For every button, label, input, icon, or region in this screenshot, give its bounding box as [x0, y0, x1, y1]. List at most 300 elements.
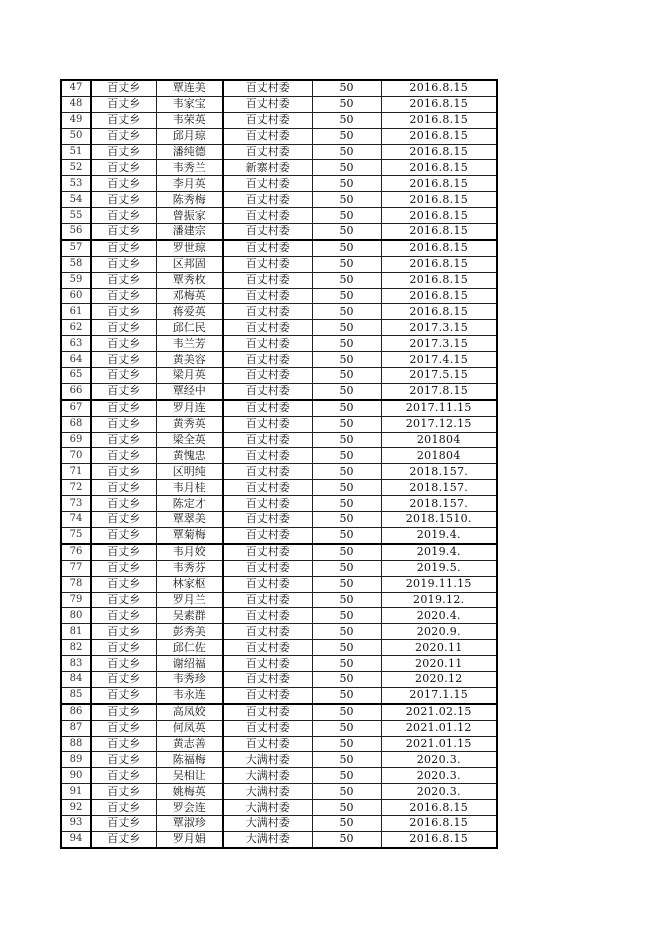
- cell-row-number: 77: [61, 560, 91, 576]
- cell-village-committee: 百丈村委: [223, 176, 312, 192]
- cell-person-name: 邱仁佐: [156, 640, 223, 656]
- cell-row-number: 82: [61, 640, 91, 656]
- table-row: [61, 768, 497, 784]
- cell-amount: 50: [312, 831, 381, 847]
- table-row: [61, 527, 497, 543]
- cell-date: 2017.1.15: [381, 687, 497, 703]
- cell-person-name: 区明纯: [156, 464, 223, 480]
- table-row: [61, 160, 497, 176]
- cell-amount: 50: [312, 320, 381, 336]
- cell-village-committee: 百丈村委: [223, 128, 312, 144]
- cell-township: 百丈乡: [91, 608, 156, 624]
- cell-row-number: 68: [61, 416, 91, 432]
- cell-amount: 50: [312, 752, 381, 768]
- cell-village-committee: 百丈村委: [223, 480, 312, 496]
- cell-township: 百丈乡: [91, 304, 156, 320]
- cell-person-name: 陈福梅: [156, 752, 223, 768]
- cell-date: 2016.8.15: [381, 160, 497, 176]
- cell-date: 2016.8.15: [381, 256, 497, 272]
- table-body: [61, 80, 497, 848]
- table-row: [61, 272, 497, 288]
- cell-township: 百丈乡: [91, 800, 156, 816]
- cell-row-number: 53: [61, 176, 91, 192]
- table-row: [61, 368, 497, 384]
- table-row: [61, 383, 497, 399]
- cell-village-committee: 百丈村委: [223, 240, 312, 256]
- cell-person-name: 韦秀兰: [156, 160, 223, 176]
- cell-township: 百丈乡: [91, 192, 156, 208]
- cell-township: 百丈乡: [91, 704, 156, 720]
- cell-village-committee: 百丈村委: [223, 192, 312, 208]
- cell-person-name: 覃经中: [156, 383, 223, 399]
- cell-amount: 50: [312, 208, 381, 224]
- cell-township: 百丈乡: [91, 352, 156, 368]
- cell-date: 2016.8.15: [381, 144, 497, 160]
- cell-township: 百丈乡: [91, 815, 156, 831]
- cell-row-number: 55: [61, 208, 91, 224]
- cell-village-committee: 百丈村委: [223, 464, 312, 480]
- cell-amount: 50: [312, 560, 381, 576]
- cell-date: 2016.8.15: [381, 80, 497, 96]
- table-row: [61, 336, 497, 352]
- table-row: [61, 608, 497, 624]
- cell-amount: 50: [312, 383, 381, 399]
- table-row: [61, 352, 497, 368]
- table-row: [61, 208, 497, 224]
- cell-amount: 50: [312, 624, 381, 640]
- table-row: [61, 192, 497, 208]
- cell-township: 百丈乡: [91, 144, 156, 160]
- cell-row-number: 84: [61, 671, 91, 687]
- table-row: [61, 512, 497, 528]
- cell-village-committee: 百丈村委: [223, 576, 312, 592]
- cell-person-name: 韦荣英: [156, 112, 223, 128]
- cell-amount: 50: [312, 160, 381, 176]
- cell-date: 2017.5.15: [381, 368, 497, 384]
- cell-village-committee: 百丈村委: [223, 336, 312, 352]
- cell-row-number: 51: [61, 144, 91, 160]
- cell-row-number: 60: [61, 288, 91, 304]
- cell-amount: 50: [312, 288, 381, 304]
- cell-amount: 50: [312, 464, 381, 480]
- cell-person-name: 曾振家: [156, 208, 223, 224]
- cell-township: 百丈乡: [91, 320, 156, 336]
- cell-person-name: 韦秀珍: [156, 671, 223, 687]
- cell-amount: 50: [312, 512, 381, 528]
- cell-person-name: 吴素群: [156, 608, 223, 624]
- cell-date: 2016.8.15: [381, 288, 497, 304]
- cell-date: 2019.12.: [381, 592, 497, 608]
- table-row: [61, 496, 497, 512]
- cell-person-name: 覃翠美: [156, 512, 223, 528]
- cell-date: 2016.8.15: [381, 176, 497, 192]
- cell-amount: 50: [312, 400, 381, 416]
- cell-village-committee: 百丈村委: [223, 112, 312, 128]
- cell-amount: 50: [312, 176, 381, 192]
- cell-village-committee: 百丈村委: [223, 448, 312, 464]
- cell-person-name: 覃连美: [156, 80, 223, 96]
- cell-amount: 50: [312, 448, 381, 464]
- cell-village-committee: 大满村委: [223, 752, 312, 768]
- cell-person-name: 谢绍福: [156, 656, 223, 672]
- table-row: [61, 592, 497, 608]
- cell-person-name: 彭秀美: [156, 624, 223, 640]
- cell-township: 百丈乡: [91, 544, 156, 560]
- cell-village-committee: 百丈村委: [223, 224, 312, 240]
- cell-row-number: 91: [61, 784, 91, 800]
- cell-village-committee: 大满村委: [223, 831, 312, 847]
- cell-village-committee: 百丈村委: [223, 640, 312, 656]
- cell-township: 百丈乡: [91, 527, 156, 543]
- cell-row-number: 65: [61, 368, 91, 384]
- cell-village-committee: 百丈村委: [223, 352, 312, 368]
- cell-row-number: 70: [61, 448, 91, 464]
- cell-date: 2020.3.: [381, 768, 497, 784]
- table-row: [61, 560, 497, 576]
- cell-township: 百丈乡: [91, 160, 156, 176]
- cell-row-number: 61: [61, 304, 91, 320]
- cell-township: 百丈乡: [91, 416, 156, 432]
- cell-township: 百丈乡: [91, 736, 156, 752]
- cell-village-committee: 百丈村委: [223, 256, 312, 272]
- cell-township: 百丈乡: [91, 592, 156, 608]
- cell-village-committee: 百丈村委: [223, 671, 312, 687]
- cell-amount: 50: [312, 144, 381, 160]
- cell-row-number: 88: [61, 736, 91, 752]
- cell-row-number: 86: [61, 704, 91, 720]
- cell-person-name: 韦秀芬: [156, 560, 223, 576]
- cell-amount: 50: [312, 720, 381, 736]
- cell-row-number: 85: [61, 687, 91, 703]
- cell-row-number: 48: [61, 96, 91, 112]
- cell-village-committee: 百丈村委: [223, 288, 312, 304]
- cell-date: 2017.3.15: [381, 320, 497, 336]
- cell-township: 百丈乡: [91, 272, 156, 288]
- cell-row-number: 73: [61, 496, 91, 512]
- cell-person-name: 韦家宝: [156, 96, 223, 112]
- cell-row-number: 74: [61, 512, 91, 528]
- cell-date: 2019.4.: [381, 544, 497, 560]
- cell-village-committee: 百丈村委: [223, 304, 312, 320]
- cell-township: 百丈乡: [91, 256, 156, 272]
- subsidy-roster-table: [60, 79, 498, 849]
- cell-row-number: 78: [61, 576, 91, 592]
- cell-township: 百丈乡: [91, 496, 156, 512]
- cell-amount: 50: [312, 368, 381, 384]
- cell-row-number: 66: [61, 383, 91, 399]
- table-row: [61, 464, 497, 480]
- cell-date: 2016.8.15: [381, 304, 497, 320]
- cell-township: 百丈乡: [91, 224, 156, 240]
- table-row: [61, 400, 497, 416]
- cell-date: 2016.8.15: [381, 112, 497, 128]
- cell-date: 2016.8.15: [381, 831, 497, 847]
- cell-amount: 50: [312, 527, 381, 543]
- cell-date: 2016.8.15: [381, 800, 497, 816]
- cell-amount: 50: [312, 224, 381, 240]
- cell-township: 百丈乡: [91, 831, 156, 847]
- cell-amount: 50: [312, 240, 381, 256]
- cell-person-name: 韦月桂: [156, 480, 223, 496]
- cell-village-committee: 大满村委: [223, 768, 312, 784]
- cell-village-committee: 百丈村委: [223, 368, 312, 384]
- table-row: [61, 704, 497, 720]
- cell-person-name: 罗月娟: [156, 831, 223, 847]
- cell-village-committee: 大满村委: [223, 815, 312, 831]
- table-row: [61, 240, 497, 256]
- table-row: [61, 224, 497, 240]
- cell-date: 2020.11: [381, 640, 497, 656]
- cell-person-name: 罗月兰: [156, 592, 223, 608]
- cell-row-number: 52: [61, 160, 91, 176]
- cell-village-committee: 百丈村委: [223, 560, 312, 576]
- cell-date: 201804: [381, 432, 497, 448]
- cell-village-committee: 大满村委: [223, 784, 312, 800]
- cell-village-committee: 百丈村委: [223, 608, 312, 624]
- cell-township: 百丈乡: [91, 656, 156, 672]
- cell-village-committee: 百丈村委: [223, 544, 312, 560]
- cell-row-number: 47: [61, 80, 91, 96]
- cell-amount: 50: [312, 304, 381, 320]
- cell-person-name: 蒋爱英: [156, 304, 223, 320]
- cell-date: 2016.8.15: [381, 224, 497, 240]
- cell-township: 百丈乡: [91, 432, 156, 448]
- cell-township: 百丈乡: [91, 624, 156, 640]
- cell-row-number: 89: [61, 752, 91, 768]
- cell-township: 百丈乡: [91, 768, 156, 784]
- cell-person-name: 区邦固: [156, 256, 223, 272]
- cell-township: 百丈乡: [91, 383, 156, 399]
- table-row: [61, 784, 497, 800]
- cell-amount: 50: [312, 416, 381, 432]
- cell-date: 2017.4.15: [381, 352, 497, 368]
- table-row: [61, 752, 497, 768]
- cell-amount: 50: [312, 192, 381, 208]
- table-row: [61, 671, 497, 687]
- cell-date: 2019.5.: [381, 560, 497, 576]
- cell-person-name: 陈秀梅: [156, 192, 223, 208]
- cell-person-name: 黄志善: [156, 736, 223, 752]
- cell-date: 2016.8.15: [381, 272, 497, 288]
- cell-village-committee: 百丈村委: [223, 624, 312, 640]
- table-row: [61, 320, 497, 336]
- cell-person-name: 韦永连: [156, 687, 223, 703]
- cell-village-committee: 百丈村委: [223, 400, 312, 416]
- table-row: [61, 304, 497, 320]
- cell-date: 2021.01.12: [381, 720, 497, 736]
- cell-person-name: 林家枢: [156, 576, 223, 592]
- cell-amount: 50: [312, 272, 381, 288]
- cell-person-name: 潘纯德: [156, 144, 223, 160]
- cell-township: 百丈乡: [91, 512, 156, 528]
- cell-row-number: 69: [61, 432, 91, 448]
- cell-person-name: 吴相让: [156, 768, 223, 784]
- cell-village-committee: 百丈村委: [223, 416, 312, 432]
- cell-row-number: 87: [61, 720, 91, 736]
- cell-date: 2016.8.15: [381, 192, 497, 208]
- cell-township: 百丈乡: [91, 640, 156, 656]
- cell-row-number: 59: [61, 272, 91, 288]
- cell-date: 2016.8.15: [381, 96, 497, 112]
- table-row: [61, 640, 497, 656]
- cell-person-name: 陈定才: [156, 496, 223, 512]
- cell-date: 2017.12.15: [381, 416, 497, 432]
- cell-amount: 50: [312, 352, 381, 368]
- cell-row-number: 56: [61, 224, 91, 240]
- cell-row-number: 67: [61, 400, 91, 416]
- cell-date: 2020.3.: [381, 784, 497, 800]
- cell-village-committee: 百丈村委: [223, 656, 312, 672]
- cell-row-number: 64: [61, 352, 91, 368]
- cell-village-committee: 百丈村委: [223, 96, 312, 112]
- cell-township: 百丈乡: [91, 400, 156, 416]
- cell-township: 百丈乡: [91, 448, 156, 464]
- cell-amount: 50: [312, 96, 381, 112]
- table-row: [61, 656, 497, 672]
- cell-row-number: 72: [61, 480, 91, 496]
- cell-row-number: 50: [61, 128, 91, 144]
- cell-person-name: 黄愧忠: [156, 448, 223, 464]
- cell-village-committee: 百丈村委: [223, 144, 312, 160]
- cell-amount: 50: [312, 432, 381, 448]
- cell-person-name: 罗世琼: [156, 240, 223, 256]
- cell-township: 百丈乡: [91, 288, 156, 304]
- cell-amount: 50: [312, 496, 381, 512]
- table-row: [61, 128, 497, 144]
- cell-village-committee: 百丈村委: [223, 512, 312, 528]
- table-row: [61, 112, 497, 128]
- cell-township: 百丈乡: [91, 128, 156, 144]
- cell-village-committee: 百丈村委: [223, 208, 312, 224]
- cell-date: 2021.01.15: [381, 736, 497, 752]
- cell-person-name: 黄美容: [156, 352, 223, 368]
- cell-village-committee: 百丈村委: [223, 736, 312, 752]
- table-row: [61, 800, 497, 816]
- cell-amount: 50: [312, 544, 381, 560]
- cell-person-name: 黄秀英: [156, 416, 223, 432]
- cell-village-committee: 大满村委: [223, 800, 312, 816]
- cell-row-number: 90: [61, 768, 91, 784]
- table-row: [61, 256, 497, 272]
- cell-date: 2020.9.: [381, 624, 497, 640]
- cell-township: 百丈乡: [91, 80, 156, 96]
- cell-village-committee: 百丈村委: [223, 320, 312, 336]
- table-row: [61, 576, 497, 592]
- cell-township: 百丈乡: [91, 784, 156, 800]
- cell-township: 百丈乡: [91, 112, 156, 128]
- cell-date: 2018.157.: [381, 464, 497, 480]
- cell-row-number: 92: [61, 800, 91, 816]
- cell-township: 百丈乡: [91, 240, 156, 256]
- cell-village-committee: 百丈村委: [223, 80, 312, 96]
- cell-row-number: 81: [61, 624, 91, 640]
- cell-person-name: 姚梅英: [156, 784, 223, 800]
- cell-row-number: 83: [61, 656, 91, 672]
- cell-amount: 50: [312, 656, 381, 672]
- cell-date: 2020.11: [381, 656, 497, 672]
- cell-person-name: 韦月姣: [156, 544, 223, 560]
- table-row: [61, 815, 497, 831]
- cell-date: 2018.157.: [381, 496, 497, 512]
- cell-date: 2019.11.15: [381, 576, 497, 592]
- table-row: [61, 432, 497, 448]
- cell-village-committee: 百丈村委: [223, 496, 312, 512]
- cell-person-name: 梁全英: [156, 432, 223, 448]
- cell-person-name: 何凤英: [156, 720, 223, 736]
- cell-person-name: 罗会连: [156, 800, 223, 816]
- cell-village-committee: 百丈村委: [223, 527, 312, 543]
- cell-township: 百丈乡: [91, 560, 156, 576]
- cell-row-number: 79: [61, 592, 91, 608]
- cell-amount: 50: [312, 640, 381, 656]
- cell-amount: 50: [312, 480, 381, 496]
- table-row: [61, 416, 497, 432]
- table-row: [61, 144, 497, 160]
- cell-township: 百丈乡: [91, 368, 156, 384]
- cell-person-name: 李月英: [156, 176, 223, 192]
- cell-person-name: 韦兰芳: [156, 336, 223, 352]
- cell-row-number: 49: [61, 112, 91, 128]
- cell-person-name: 潘建宗: [156, 224, 223, 240]
- cell-date: 2017.3.15: [381, 336, 497, 352]
- cell-amount: 50: [312, 784, 381, 800]
- cell-date: 2020.12: [381, 671, 497, 687]
- cell-township: 百丈乡: [91, 464, 156, 480]
- cell-date: 2016.8.15: [381, 240, 497, 256]
- cell-person-name: 邱仁民: [156, 320, 223, 336]
- cell-row-number: 71: [61, 464, 91, 480]
- cell-amount: 50: [312, 256, 381, 272]
- table-row: [61, 720, 497, 736]
- cell-amount: 50: [312, 815, 381, 831]
- cell-person-name: 梁月英: [156, 368, 223, 384]
- cell-village-committee: 百丈村委: [223, 687, 312, 703]
- cell-row-number: 80: [61, 608, 91, 624]
- table-row: [61, 80, 497, 96]
- cell-amount: 50: [312, 800, 381, 816]
- cell-township: 百丈乡: [91, 336, 156, 352]
- cell-person-name: 覃秀枚: [156, 272, 223, 288]
- cell-row-number: 58: [61, 256, 91, 272]
- cell-township: 百丈乡: [91, 752, 156, 768]
- cell-township: 百丈乡: [91, 96, 156, 112]
- cell-amount: 50: [312, 704, 381, 720]
- table-row: [61, 687, 497, 703]
- cell-village-committee: 新寨村委: [223, 160, 312, 176]
- table-row: [61, 448, 497, 464]
- table-row: [61, 736, 497, 752]
- cell-village-committee: 百丈村委: [223, 272, 312, 288]
- cell-township: 百丈乡: [91, 687, 156, 703]
- cell-person-name: 覃菊梅: [156, 527, 223, 543]
- cell-row-number: 62: [61, 320, 91, 336]
- cell-township: 百丈乡: [91, 176, 156, 192]
- cell-date: 2016.8.15: [381, 128, 497, 144]
- cell-amount: 50: [312, 112, 381, 128]
- cell-amount: 50: [312, 592, 381, 608]
- cell-village-committee: 百丈村委: [223, 432, 312, 448]
- table-row: [61, 624, 497, 640]
- cell-date: 2018.157.: [381, 480, 497, 496]
- cell-date: 2019.4.: [381, 527, 497, 543]
- cell-person-name: 邱月琼: [156, 128, 223, 144]
- cell-person-name: 覃淑珍: [156, 815, 223, 831]
- cell-village-committee: 百丈村委: [223, 704, 312, 720]
- cell-amount: 50: [312, 336, 381, 352]
- cell-row-number: 57: [61, 240, 91, 256]
- cell-row-number: 63: [61, 336, 91, 352]
- table-row: [61, 480, 497, 496]
